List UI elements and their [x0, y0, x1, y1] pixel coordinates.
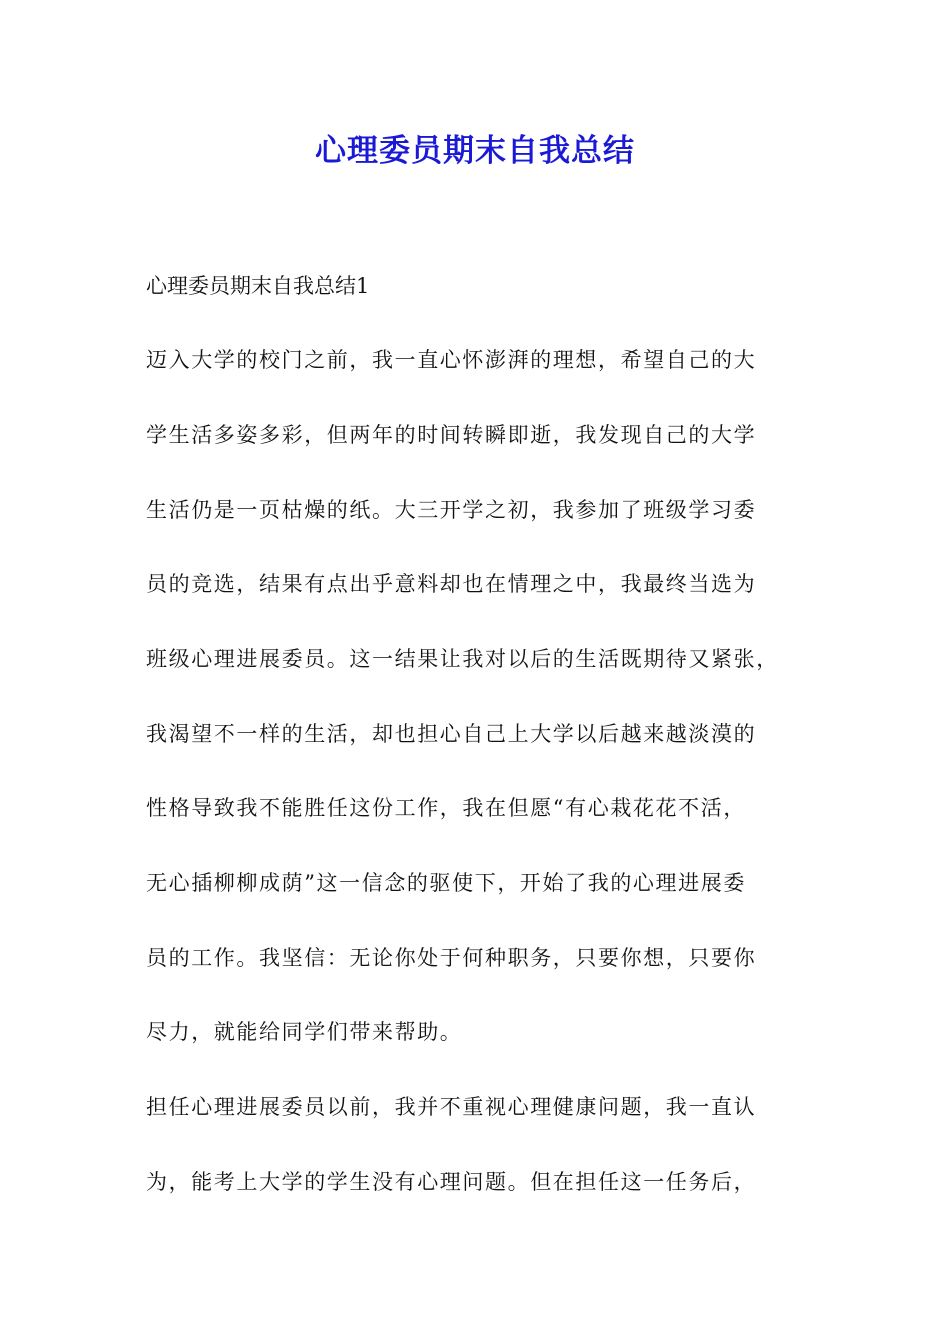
paragraph-line-3: 生活仍是一页枯燥的纸。大三开学之初，我参加了班级学习委 [146, 498, 757, 522]
paragraph-line-1: 迈入大学的校门之前，我一直心怀澎湃的理想，希望自己的大 [146, 348, 757, 372]
paragraph-line-11: 担任心理进展委员以前，我并不重视心理健康问题，我一直认 [146, 1095, 757, 1119]
paragraph-line-6: 我渴望不一样的生活，却也担心自己上大学以后越来越淡漠的 [146, 722, 757, 746]
paragraph-line-4: 员的竞选，结果有点出乎意料却也在情理之中，我最终当选为 [146, 572, 757, 596]
paragraph-line-8: 无心插柳柳成荫”这一信念的驱使下，开始了我的心理进展委 [146, 871, 746, 895]
paragraph-line-10: 尽力，就能给同学们带来帮助。 [146, 1020, 463, 1044]
document-title: 心理委员期末自我总结 [315, 133, 635, 169]
paragraph-line-2: 学生活多姿多彩，但两年的时间转瞬即逝，我发现自己的大学 [146, 423, 757, 447]
paragraph-line-9: 员的工作。我坚信：无论你处于何种职务，只要你想，只要你 [146, 946, 757, 970]
paragraph-line-7: 性格导致我不能胜任这份工作，我在但愿“有心栽花花不活， [146, 796, 746, 820]
section-heading: 心理委员期末自我总结1 [146, 274, 370, 298]
paragraph-line-5: 班级心理进展委员。这一结果让我对以后的生活既期待又紧张， [146, 647, 779, 671]
paragraph-line-12: 为，能考上大学的学生没有心理问题。但在担任这一任务后， [146, 1170, 757, 1194]
